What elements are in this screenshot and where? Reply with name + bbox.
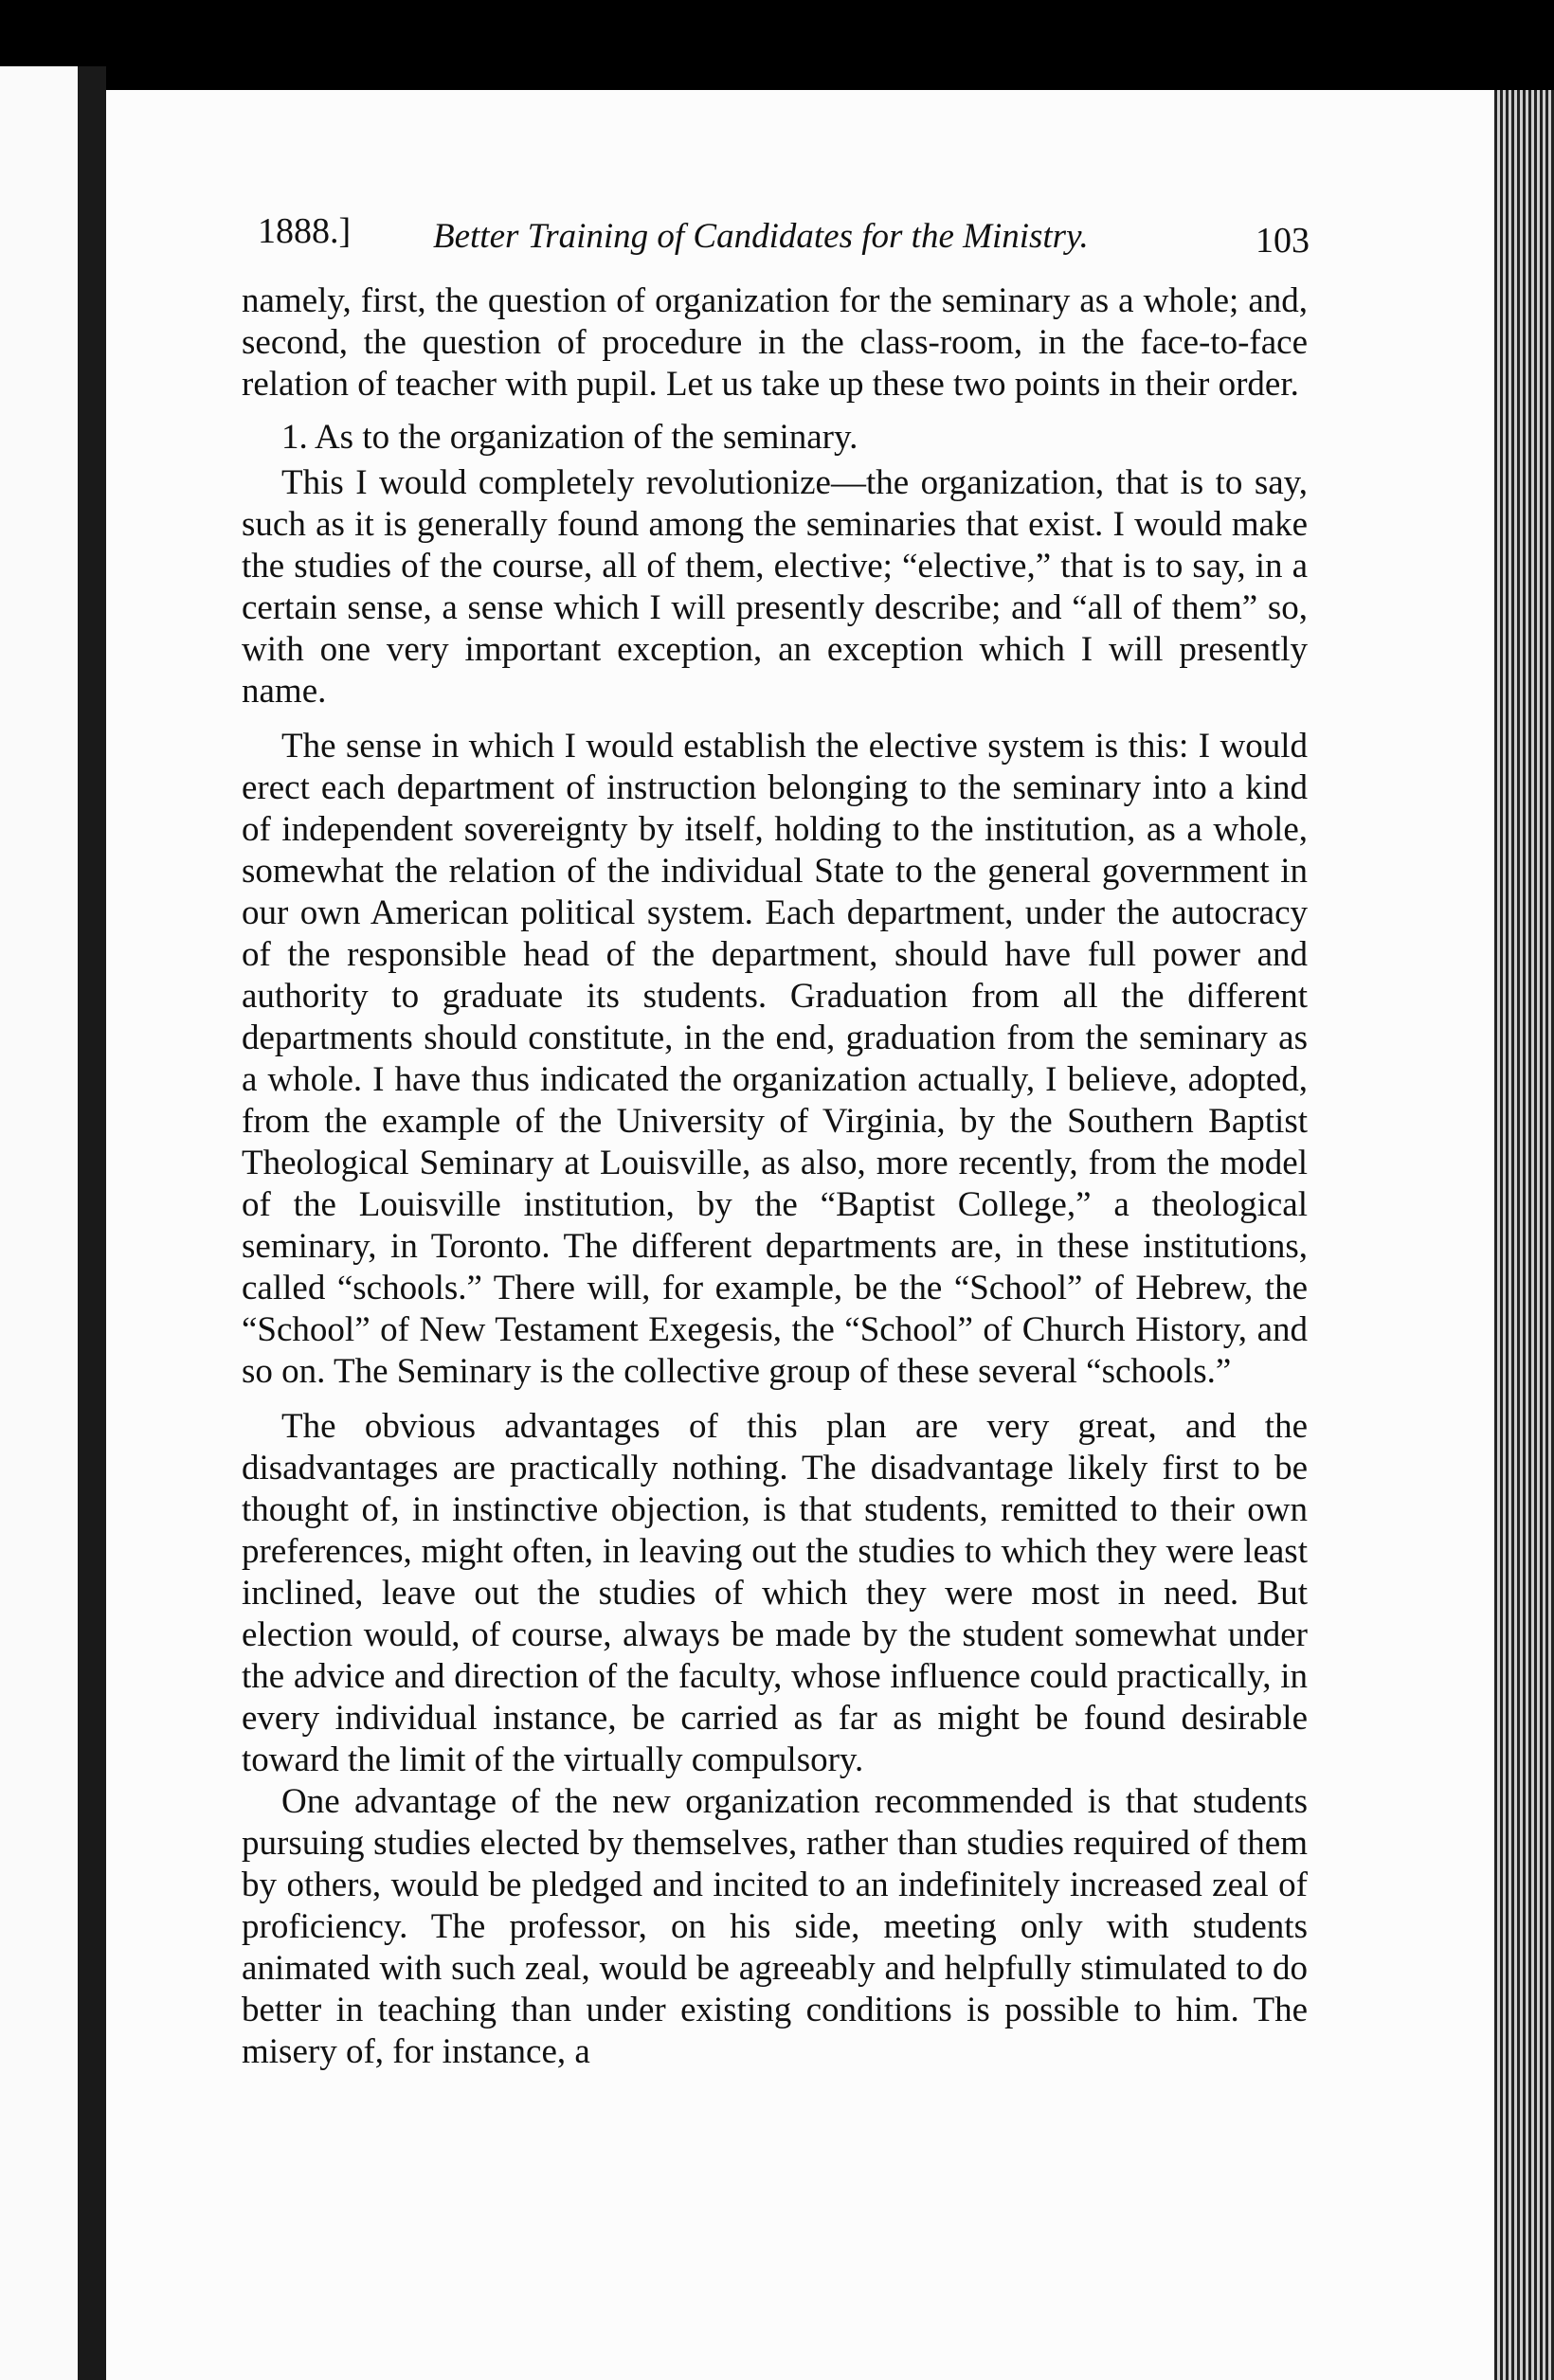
- page-block-edge: [1494, 90, 1554, 2380]
- page-body: [242, 280, 1308, 2073]
- paragraph: One advantage of the new organization recommended is that students pursuing studies elected by themselves, rather than studies required of them by others, would be pledged and incited to an indefinitely increased zeal of proficiency. The professor, on his side, meeting only with students animated with such zeal, would be agreeably and helpfully stimulated to do better in teaching than under existing conditions is possible to him. The misery of, for instance, a: [242, 1782, 1308, 2071]
- section-heading: 1. As to the organization of the seminary.: [281, 418, 858, 457]
- paragraph: namely, first, the question of organization for the seminary as a whole; and, second, the question of procedure in the class-room, in the face-to-face relation of teacher with pupil. Let us take up these two points in their order.: [242, 281, 1308, 404]
- running-header: [258, 210, 1310, 267]
- paragraph: The sense in which I would establish the elective system is this: I would erect each department of instruction belonging to the seminary into a kind of independent sovereignty by itself, holding to the institution, as a whole, somewhat the relation of the individual State to the general government in our own American political system. Each department, under the autocracy of the responsible head of the department, should have full power and authority to graduate its students. Graduation from all the different departments should constitute, in the end, graduation from the seminary as a whole. I have thus indicated the organization actually, I believe, adopted, from the example of the University of Virginia, by the Southern Baptist Theological Seminary at Louisville, as also, more recently, from the model of the Louisville institution, by the “Baptist College,” a theological seminary, in Toronto. The different departments are, in these institutions, called “schools.” There will, for example, be the “School” of Hebrew, the “School” of New Testament Exegesis, the “School” of Church History, and so on. The Seminary is the collective group of these several “schools.”: [242, 727, 1308, 1391]
- book-gutter: [78, 66, 106, 2380]
- header-year: 1888.]: [258, 211, 352, 251]
- page-number: 103: [1256, 221, 1310, 261]
- running-title: Better Training of Candidates for the Ministry.: [433, 217, 1089, 256]
- paragraph: The obvious advantages of this plan are very great, and the disadvantages are practically nothing. The disadvantage likely first to be thought of, in instinctive objection, is that students, remitted to their own preferences, might often, in leaving out the studies to which they were least inclined, leave out the studies of which they were most in need. But election would, of course, always be made by the student somewhat under the advice and direction of the faculty, whose influence could practically, in every individual instance, be carried as far as might be found desirable toward the limit of the virtually compulsory.: [242, 1407, 1308, 1779]
- paragraph: This I would completely revolutionize—the organization, that is to say, such as it is generally found among the seminaries that exist. I would make the studies of the course, all of them, elective; “elective,” that is to say, in a certain sense, a sense which I will presently describe; and “all of them” so, with one very important exception, an exception which I will presently name.: [242, 463, 1308, 711]
